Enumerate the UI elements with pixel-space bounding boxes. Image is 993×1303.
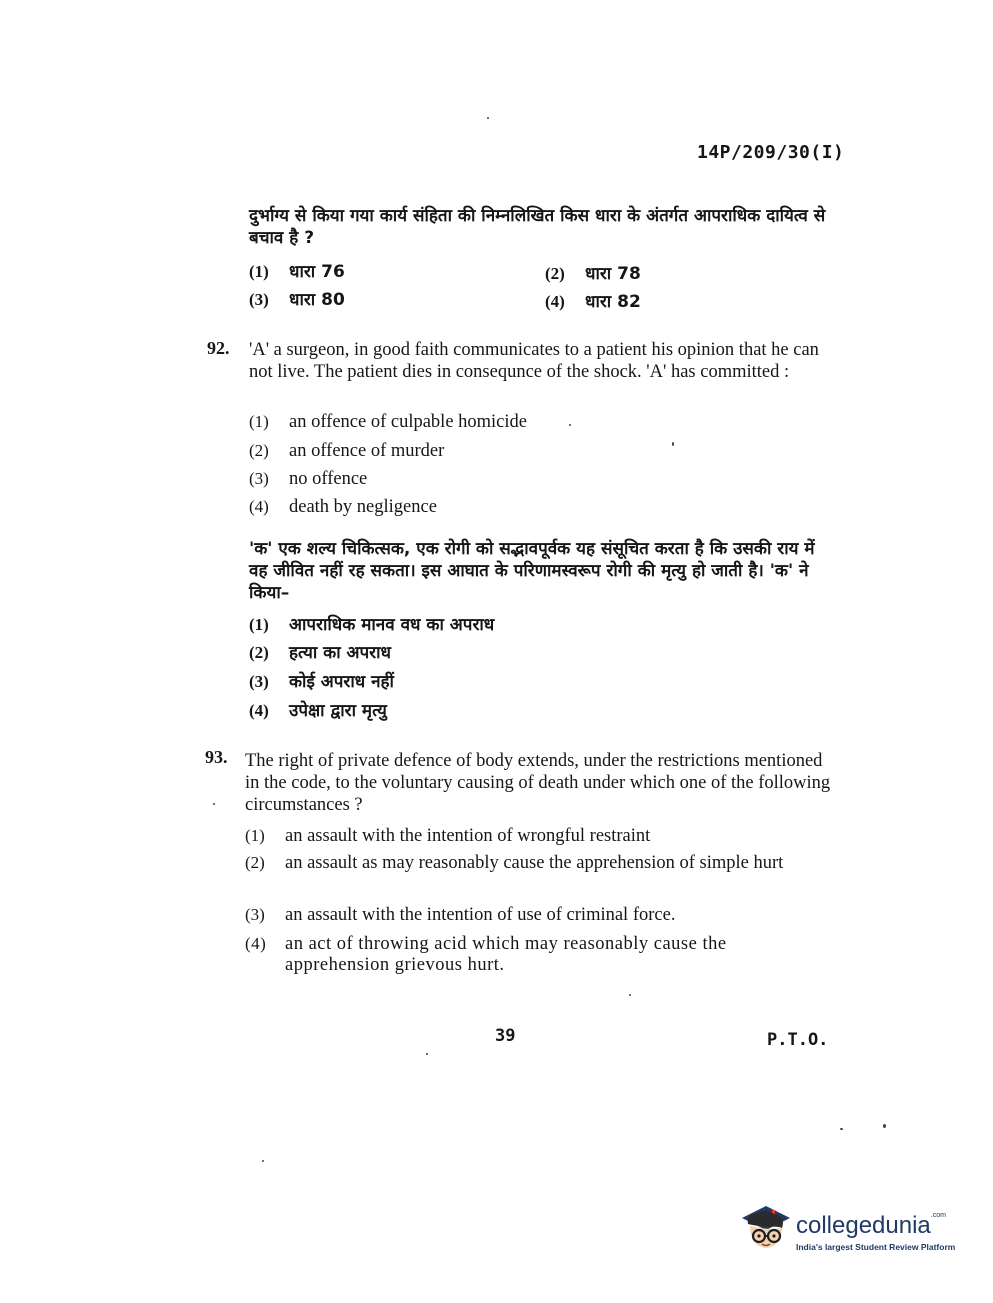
paper-code: 14P/209/30(I) [697,142,845,163]
q92-hindi-option-2: (2) हत्या का अपराध [249,643,391,663]
scan-speck [840,1128,843,1130]
scan-speck [426,1053,428,1055]
collegedunia-logo [738,1196,968,1258]
q93-question: The right of private defence of body extends, under the restrictions mentioned in the code, to the voluntary causing of death under which one of the following circumstances ? [245,751,831,815]
q92-option-1: (1) an offence of culpable homicide [249,412,527,432]
scan-speck [569,424,571,426]
q91-option-1: (1) धारा 76 [249,262,345,282]
q91-hindi-question: दुर्भाग्य से किया गया कार्य संहिता की निम्नलिखित किस धारा के अंतर्गत आपराधिक दायित्व से बचाव है ? [249,206,826,248]
q93-number: 93. [205,747,228,767]
brand-tagline: India's largest Student Review Platform [796,1242,956,1252]
q92-option-3: (3) no offence [249,469,368,489]
q91-option-2: (2) धारा 78 [545,264,641,284]
q93-option-1: (1) an assault with the intention of wrongful restraint [245,826,651,846]
pto-label: P.T.O. [767,1030,829,1050]
scan-speck [629,994,631,996]
scan-speck [883,1124,886,1128]
mascot-icon [738,1196,794,1258]
q92-question: 'A' a surgeon, in good faith communicates to a patient his opinion that he can not live. The patient dies in consequnce of the shock. 'A' has committed : [249,340,819,382]
q92-hindi-option-4: (4) उपेक्षा द्वारा मृत्यु [249,701,387,721]
brand-name: collegedunia$^{.com}$ [796,1212,946,1239]
q92-number: 92. [207,338,230,358]
scan-speck [672,442,674,446]
q93-option-3: (3) an assault with the intention of use of criminal force. [245,905,676,925]
scan-speck [213,803,215,805]
q93-option-2: (2) an assault as may reasonably cause the apprehension of simple hurt [245,853,784,873]
q92-option-4: (4) death by negligence [249,497,437,517]
scan-speck [487,117,489,119]
q92-hindi-option-1: (1) आपराधिक मानव वध का अपराध [249,615,495,635]
q92-hindi-option-3: (3) कोई अपराध नहीं [249,672,394,692]
q91-option-4: (4) धारा 82 [545,292,641,312]
q91-option-3: (3) धारा 80 [249,290,345,310]
q93-option-4: (4) an act of throwing acid which may reasonably cause the apprehension grievous hurt. [245,934,727,975]
page-number: 39 [495,1026,516,1046]
q92-hindi-question: 'क' एक शल्य चिकित्सक, एक रोगी को सद्भावपूर्वक यह संसूचित करता है कि उसकी राय में वह जीवित नहीं रह सकता। इस आघात के परिणामस्वरूप रोगी की मृत्यु हो जाती है। 'क' ने किया– [249,539,815,603]
q92-option-2: (2) an offence of murder [249,441,445,461]
scan-speck [262,1160,264,1162]
